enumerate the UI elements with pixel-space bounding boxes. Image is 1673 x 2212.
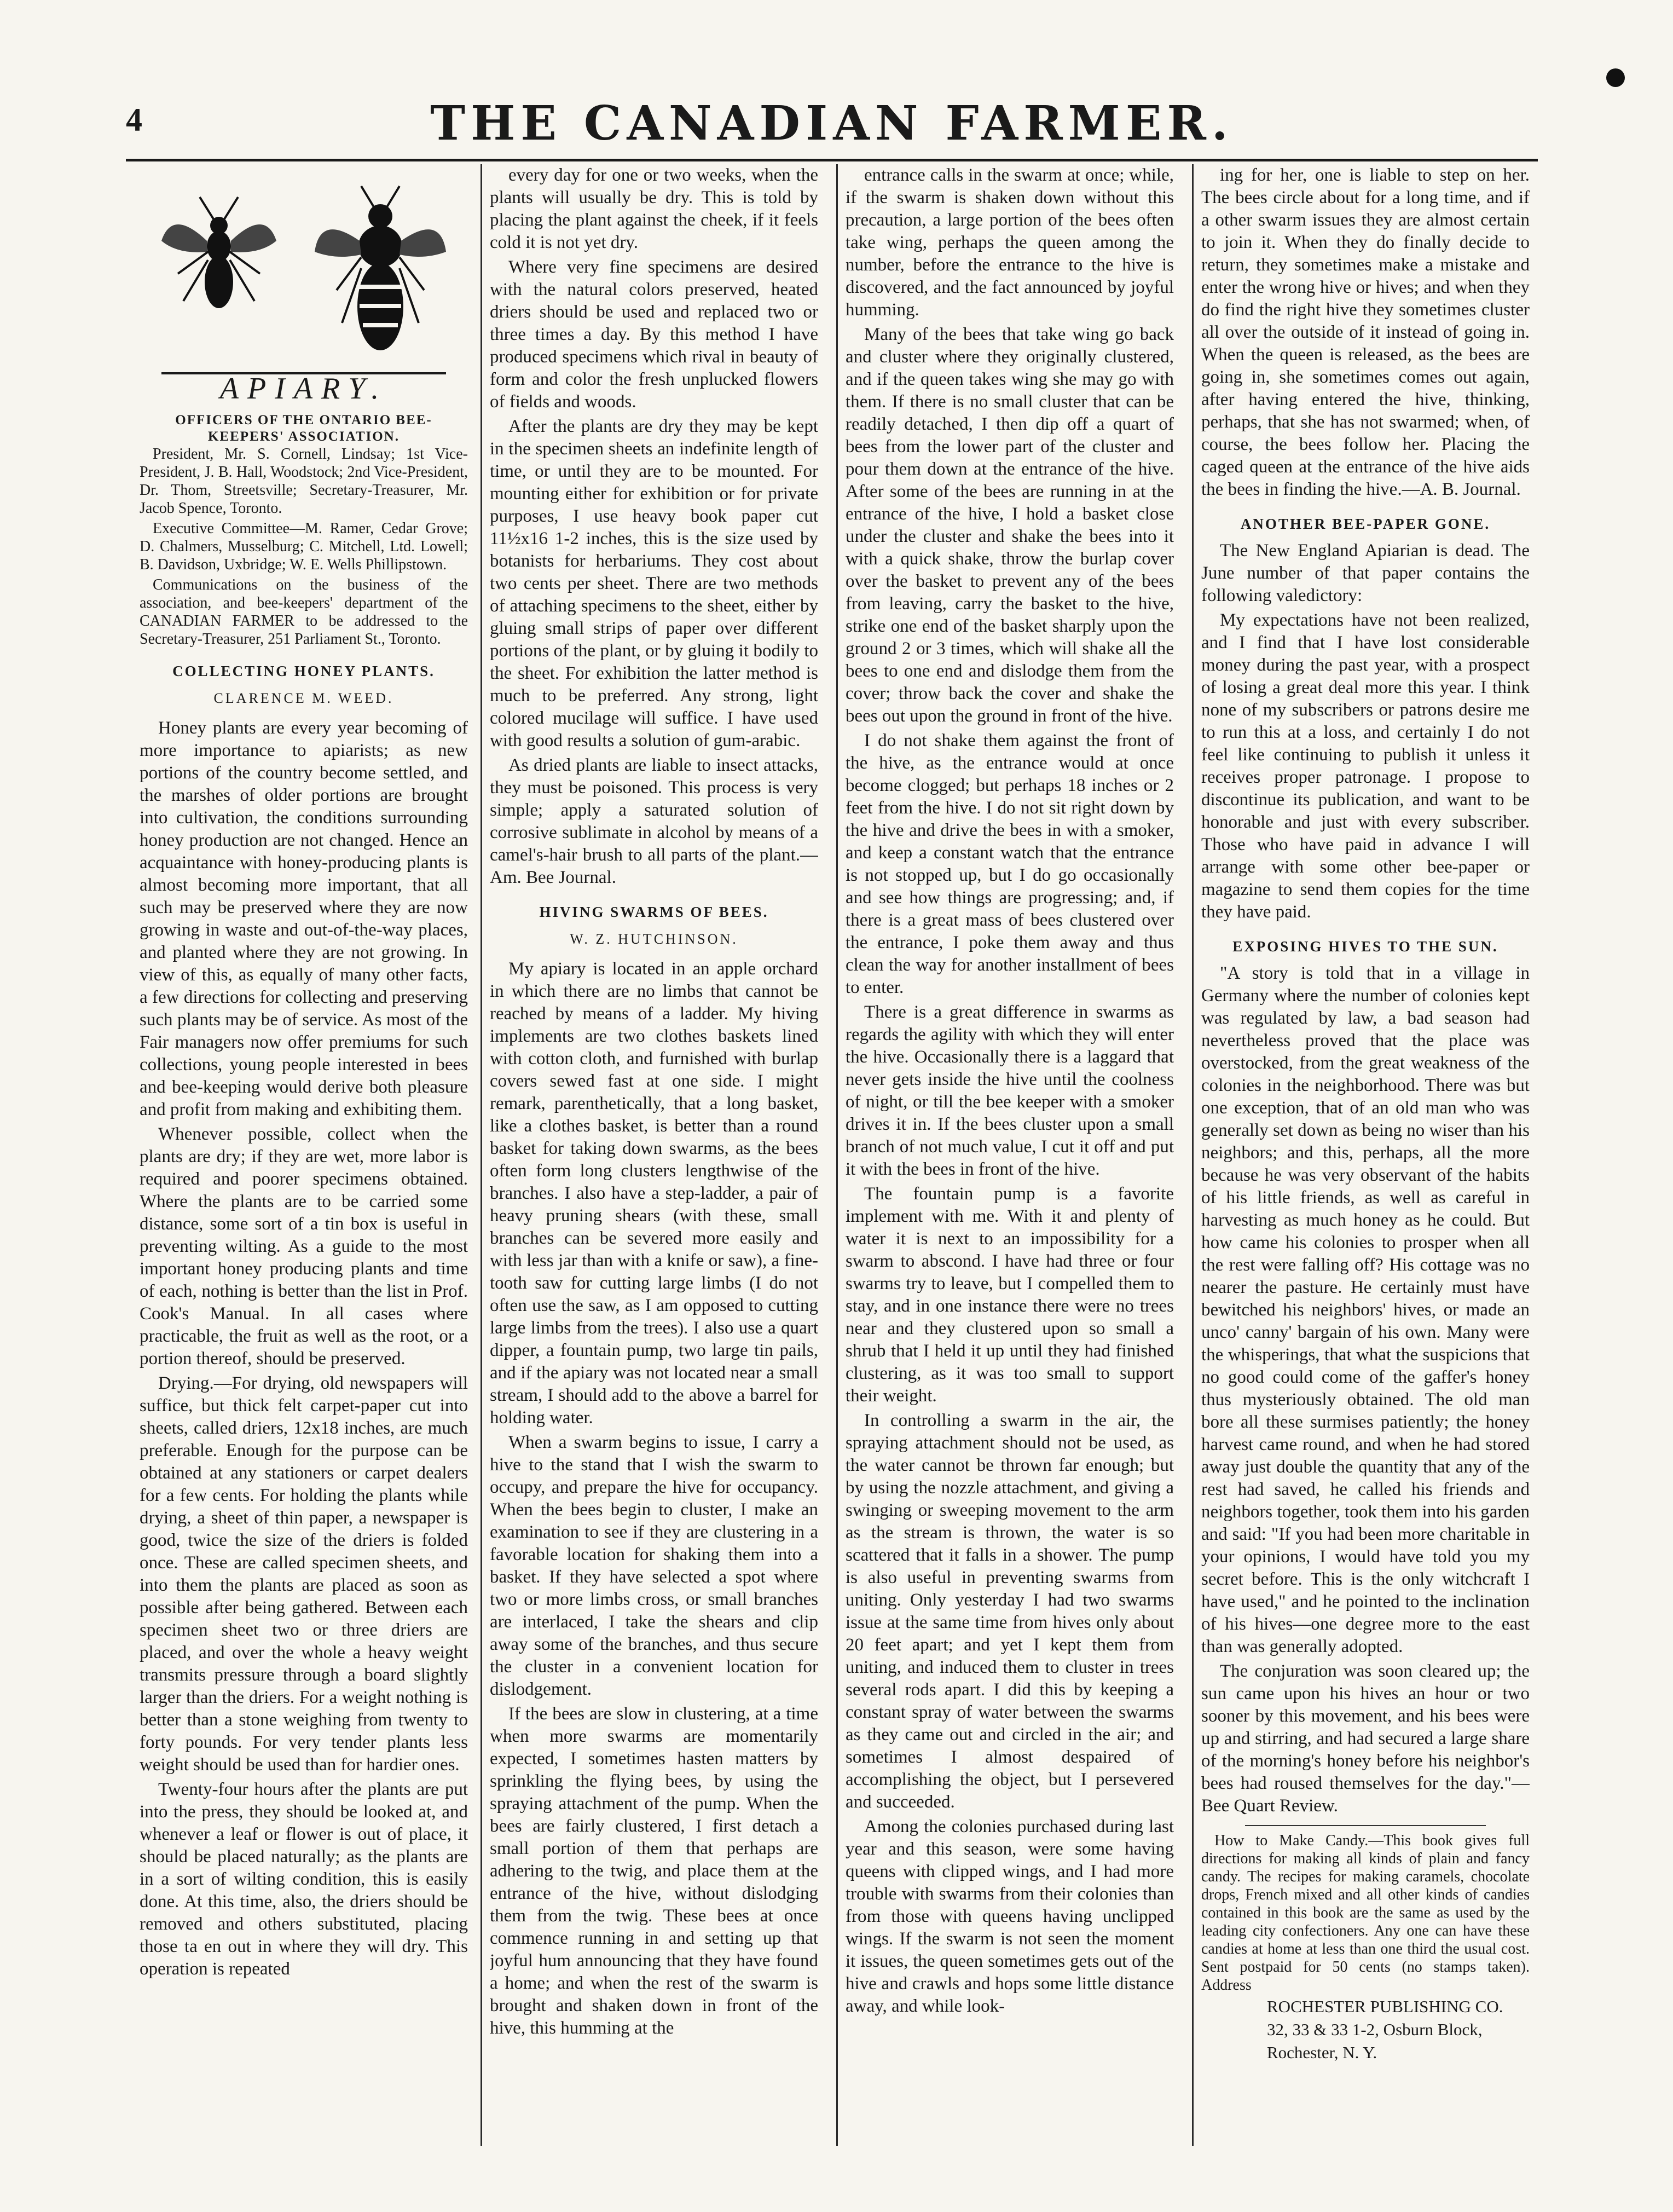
page-number: 4 (126, 102, 142, 138)
paragraph: The fountain pump is a favorite implement with me. With it and plenty of water it is next to an impossibility for a swarm to abscond. I have had three or four swarms try to leave, but I compelled them to stay, and in one instance there were no trees near and they clustered upon so small a shrub that I held it up until they had finished clustering, as it was too small to support their weight. (846, 1184, 1174, 1406)
masthead-rule (126, 159, 1538, 161)
column-divider (1192, 164, 1194, 2146)
article-heading: EXPOSING HIVES TO THE SUN. (1232, 938, 1498, 955)
paragraph: every day for one or two weeks, when the plants will usually be dry. This is told by placing the plant against the cheek, if it feels cold it is not yet dry. (490, 165, 818, 252)
paragraph: When a swarm begins to issue, I carry a hive to the stand that I wish the swarm to occupy, and prepare the hive for occupancy. When the bees begin to cluster, I make an examination to see if they are clustering in a favorable location for shaking them into a basket. If they have selected a spot where two or more limbs cross, or small branches are interlaced, I take the shears and clip away some of the branches, and thus secure the cluster in a convenient location for dislodgement. (490, 1433, 818, 1699)
ad-text: How to Make Candy.—This book gives full directions for making all kinds of plain and fancy candy. The recipes for making caramels, chocolate drops, French mixed and all other kinds of candies contained in this book are the same as used by the leading city confectioners. Any one can have these candies at home at less than one third the usual cost. Sent postpaid for 50 cents (no stamps taken). Address (1201, 1832, 1530, 1994)
column-divider (836, 164, 838, 2146)
column-1 (140, 164, 468, 2146)
paragraph: If the bees are slow in clustering, at a time when more swarms are momentarily expected, I sometimes hasten matters by sprinkling the flying bees, by using the spraying attachment of the pump. When the bees are fairly clustered, I first detach a small portion of them that perhaps are adhering to the twig, and place them at the entrance of the hive, without dislodging them from the twig. These bees at once commence running in and setting up that joyful hum announcing that they have found a home; and when the rest of the swarm is brought and shaken down in front of the hive, this humming at the (490, 1704, 818, 2038)
paragraph: Many of the bees that take wing go back and cluster where they originally clustered, and if the queen takes wing she may go with them. If there is no small cluster that can be readily detached, I then dip off a quart of bees from the lower part of the cluster and pour them down at the entrance of the hive. After some of the bees are running in at the entrance of the hive, I hold a basket close under the cluster and shake the bees into it with a quick shake, throw the burlap cover over the basket to prevent any of the bees from leaving, carry the basket to the hive, strike one end of the basket sharply upon the ground 2 or 3 times, which will shake all the bees to one end and dislodge them from the cover; throw back the cover and shake the bees out upon the ground in front of the hive. (846, 325, 1174, 726)
paragraph: My apiary is located in an apple orchard in which there are no limbs that cannot be reached by means of a ladder. My hiving implements are two clothes baskets lined with cotton cloth, and furnished with burlap covers sewed fast at one side. I might remark, parenthetically, that a long basket, like a clothes basket, is better than a round basket for taking down swarms, as the bees often form long clusters lengthwise of the branches. I also have a step-ladder, a pair of heavy pruning shears (with these, small branches can be severed more easily and with less jar than with a knife or saw), a fine-tooth saw for cutting large limbs (I do not often use the saw, as I am opposed to cutting large limbs from the trees). I also use a quart dipper, a fountain pump, two large tin pails, and if the apiary was not located near a small stream, I should add to the above a barrel for holding water. (490, 959, 818, 1428)
article-byline: CLARENCE M. WEED. (213, 690, 394, 706)
paragraph: Among the colonies purchased during last year and this season, were some having queens with clipped wings, and I had more trouble with swarms from their colonies than from those with queens having unclipped wings. If the swarm is not seen the moment it issues, the queen sometimes gets out of the hive and crawls and hops some little distance away, and while look- (846, 1817, 1174, 2016)
paragraph: Whenever possible, collect when the plants are dry; if they are wet, more labor is required and poorer specimens obtained. Where the plants are to be carried some distance, some sort of a tin box is useful in preventing wilting. As a guide to the most important honey producing plants and time of each, nothing is better than the list in Prof. Cook's Manual. In all cases where practicable, the fruit as well as the root, or a portion thereof, should be preserved. (140, 1124, 468, 1368)
paragraph: My expectations have not been realized, and I find that I have lost considerable money during the past year, with a prospect of losing a great deal more this year. I think none of my subscribers or patrons desire me to run this at a loss, and certainly I do not feel like continuing to publish it unless it receives proper patronage. I propose to discontinue its publication, and want to be honorable and just with every subscriber. Those who have paid in advance I will arrange with some other bee-paper or magazine to send them copies for the time they have paid. (1201, 610, 1530, 922)
column-divider (481, 164, 482, 2146)
paragraph: ing for her, one is liable to step on her. The bees circle about for a long time, and if a other swarm issues they are almost certain to join it. When they do finally decide to return, they sometimes make a mistake and enter the wrong hive or hives; and when they do find the right hive they sometimes cluster all over the outside of it instead of going in. When the queen is released, as the bees are going in, she sometimes comes out again, after having entered the hive, thinking, perhaps, that she has not swarmed; when, of course, the bees follow her. Placing the caged queen at the entrance of the hive aids the bees in finding the hive.—A. B. Journal. (1201, 165, 1530, 499)
paragraph: After the plants are dry they may be kept in the specimen sheets an indefinite length of time, or until they are to be mounted. For mounting either for exhibition or for private purposes, I use heavy book paper cut 11½x16 1-2 inches, this is the size used by botanists for herbariums. They cost about two cents per sheet. There are two methods of attaching specimens to the sheet, either by gluing small strips of paper over different portions of the plant, or by gluing it bodily to the sheet. For exhibition the latter method is much to be preferred. Any strong, light colored mucilage will suffice. I have used with good results a solution of gum-arabic. (490, 417, 818, 750)
article-heading: COLLECTING HONEY PLANTS. (172, 663, 435, 679)
column-2 (490, 164, 818, 2146)
officers-list: President, Mr. S. Cornell, Lindsay; 1st Vice-President, J. B. Hall, Woodstock; 2nd Vice-President, Dr. Thom, Streetsville; Secretary-Treasurer, Mr. Jacob Spence, Toronto. (140, 446, 468, 517)
paragraph: Where very fine specimens are desired with the natural colors preserved, heated driers should be used and replaced two or three times a day. By this method I have produced specimens which rival in beauty of form and color the fresh unplucked flowers of fields and woods. (490, 257, 818, 412)
article-heading: ANOTHER BEE-PAPER GONE. (1240, 516, 1491, 532)
advertisement (1201, 1832, 1530, 2063)
paragraph: entrance calls in the swarm at once; while, if the swarm is shaken down without this precaution, a large portion of the bees often take wing, perhaps the queen among the number, before the entrance to the hive is discovered, and the fact announced by joyful humming. (846, 165, 1174, 320)
divider (1245, 1825, 1486, 1826)
paragraph: In controlling a swarm in the air, the spraying attachment should not be used, as the water cannot be thrown far enough; but by using the nozzle attachment, and giving a swinging or sweeping movement to the arm as the stream is thrown, the water is so scattered that it falls in a shower. The pump is also useful in preventing swarms from uniting. Only yesterday I had two swarms issue at the same time from hives only about 20 feet apart; and yet I kept them from uniting, and induced them to cluster in trees several rods apart. I did this by keeping a constant spray of water between the swarms as they came out and circled in the air; and sometimes I almost despaired of accomplishing the object, but I persevered and succeeded. (846, 1411, 1174, 1812)
newspaper-title: THE CANADIAN FARMER. (430, 96, 1234, 151)
ad-city: Rochester, N. Y. (1267, 2043, 1377, 2062)
article-heading: HIVING SWARMS OF BEES. (539, 904, 769, 920)
column-4 (1201, 164, 1530, 2146)
officers-heading: OFFICERS OF THE ONTARIO BEE-KEEPERS' ASSOCIATION. (175, 413, 432, 444)
bee-illustrations (140, 164, 468, 361)
paragraph: The conjuration was soon cleared up; the sun came upon his hives an hour or two sooner by this movement, and his bees were up and stirring, and had secured a large share of the morning's honey before his neighbor's bees had roused themselves for the day."—Bee Quart Review. (1201, 1661, 1530, 1816)
masthead (126, 96, 1538, 156)
ad-publisher: ROCHESTER PUBLISHING CO. (1267, 1997, 1503, 2016)
bee-illustration-icon (140, 164, 468, 361)
paragraph: Honey plants are every year becoming of more importance to apiarists; as new portions of the country become settled, and the marshes of older portions are brought into cultivation, the conditions surrounding honey production are not changed. Hence an acquaintance with honey-producing plants is almost becoming more important, that all such may be preserved where they are now growing in waste and out-of-the-way places, and planted where they are not growing. In view of this, as equally of many other facts, a few directions for collecting and preserving such plants may be of service. As most of the Fair managers now offer premiums for such collections, young people interested in bees and bee-keeping would derive both pleasure and profit from making and exhibiting them. (140, 718, 468, 1119)
ad-address: 32, 33 & 33 1-2, Osburn Block, (1267, 2020, 1483, 2039)
paragraph: There is a great difference in swarms as regards the agility with which they will enter the hive. Occasionally there is a laggard that never gets inside the hive until the coolness of night, or till the bee keeper with a smoker drives it in. If the bees cluster upon a small branch of not much value, I cut it off and put it with the bees in front of the hive. (846, 1002, 1174, 1179)
communications-notice: Communications on the business of the association, and bee-keepers' department of the CANADIAN FARMER to be addressed to the Secretary-Treasurer, 251 Parliament St., Toronto. (140, 576, 468, 648)
paragraph: I do not shake them against the front of the hive, as the entrance would at once become clogged; but perhaps 18 inches or 2 feet from the hive. I do not sit right down by the hive and drive the bees in with a smoker, and keep a constant watch that the entrance is not stopped up, but I do go occasionally and see how things are progressing; and, if there is a great mass of bees clustered over the entrance, I poke them away and thus clean the way for another installment of bees to enter. (846, 731, 1174, 997)
committee-list: Executive Committee—M. Ramer, Cedar Grove; D. Chalmers, Musselburg; C. Mitchell, Ltd. Lowell; B. Davidson, Uxbridge; W. E. Wells Phillipstown. (140, 520, 468, 573)
ink-blot (1606, 68, 1625, 87)
paragraph: Drying.—For drying, old newspapers will suffice, but thick felt carpet-paper cut into sheets, called driers, 12x18 inches, are much preferable. Enough for the purpose can be obtained at any stationers or carpet dealers for a few cents. For holding the plants while drying, a sheet of thin paper, a newspaper is good, twice the size of the driers is folded once. These are called specimen sheets, and into them the plants are placed as soon as possible after being gathered. Between each specimen sheet two or three driers are placed, and over the whole a heavy weight transmits pressure through a board slightly larger than the driers. For a weight nothing is better than a stone weighing from twenty to forty pounds. For very tender plants less weight should be used than for hardier ones. (140, 1373, 468, 1775)
section-title: APIARY. (161, 372, 446, 400)
paragraph: As dried plants are liable to insect attacks, they must be poisoned. This process is very simple; apply a saturated solution of corrosive sublimate in alcohol by means of a camel's-hair brush to all parts of the plant.—Am. Bee Journal. (490, 755, 818, 887)
paragraph: Twenty-four hours after the plants are put into the press, they should be looked at, and whenever a leaf or flower is out of place, it should be placed naturally; as the plants are in a sort of wilting condition, this is easily done. At this time, also, the driers should be removed and others substituted, placing those ta en out in where they will dry. This operation is repeated (140, 1780, 468, 1979)
column-3 (846, 164, 1174, 2146)
article-byline: W. Z. HUTCHINSON. (570, 931, 738, 947)
paragraph: The New England Apiarian is dead. The June number of that paper contains the following valedictory: (1201, 541, 1530, 605)
paragraph: "A story is told that in a village in Germany where the number of colonies kept was regulated by law, a bad season had nevertheless proved that the place was overstocked, from the great weakness of the colonies in the neighborhood. There was but one exception, that of an old man who was generally set down as being no wiser than his neighbors; and this, perhaps, all the more because he was very observant of the habits of his little friends, as well as careful in harvesting as much honey as he could. But how came his colonies to prosper when all the rest were falling off? His cottage was no nearer the pasture. He certainly must have bewitched his neighbors' hives, or made an unco' canny' bargain of his own. Many were the whisperings, that what the suspicions that no good could come of the gaffer's honey thus mysteriously obtained. The old man bore all these surmises patiently; the honey harvest came round, and when he had stored away just double the quantity that any of the rest had saved, he called his friends and neighbors together, took them into his garden and said: "If you had been more charitable in your opinions, I would have told you my secret before. This is the only witchcraft I have used," and he pointed to the inclination of his hives—one degree more to the east than was generally adopted. (1201, 963, 1530, 1656)
officers-notice (140, 445, 468, 648)
